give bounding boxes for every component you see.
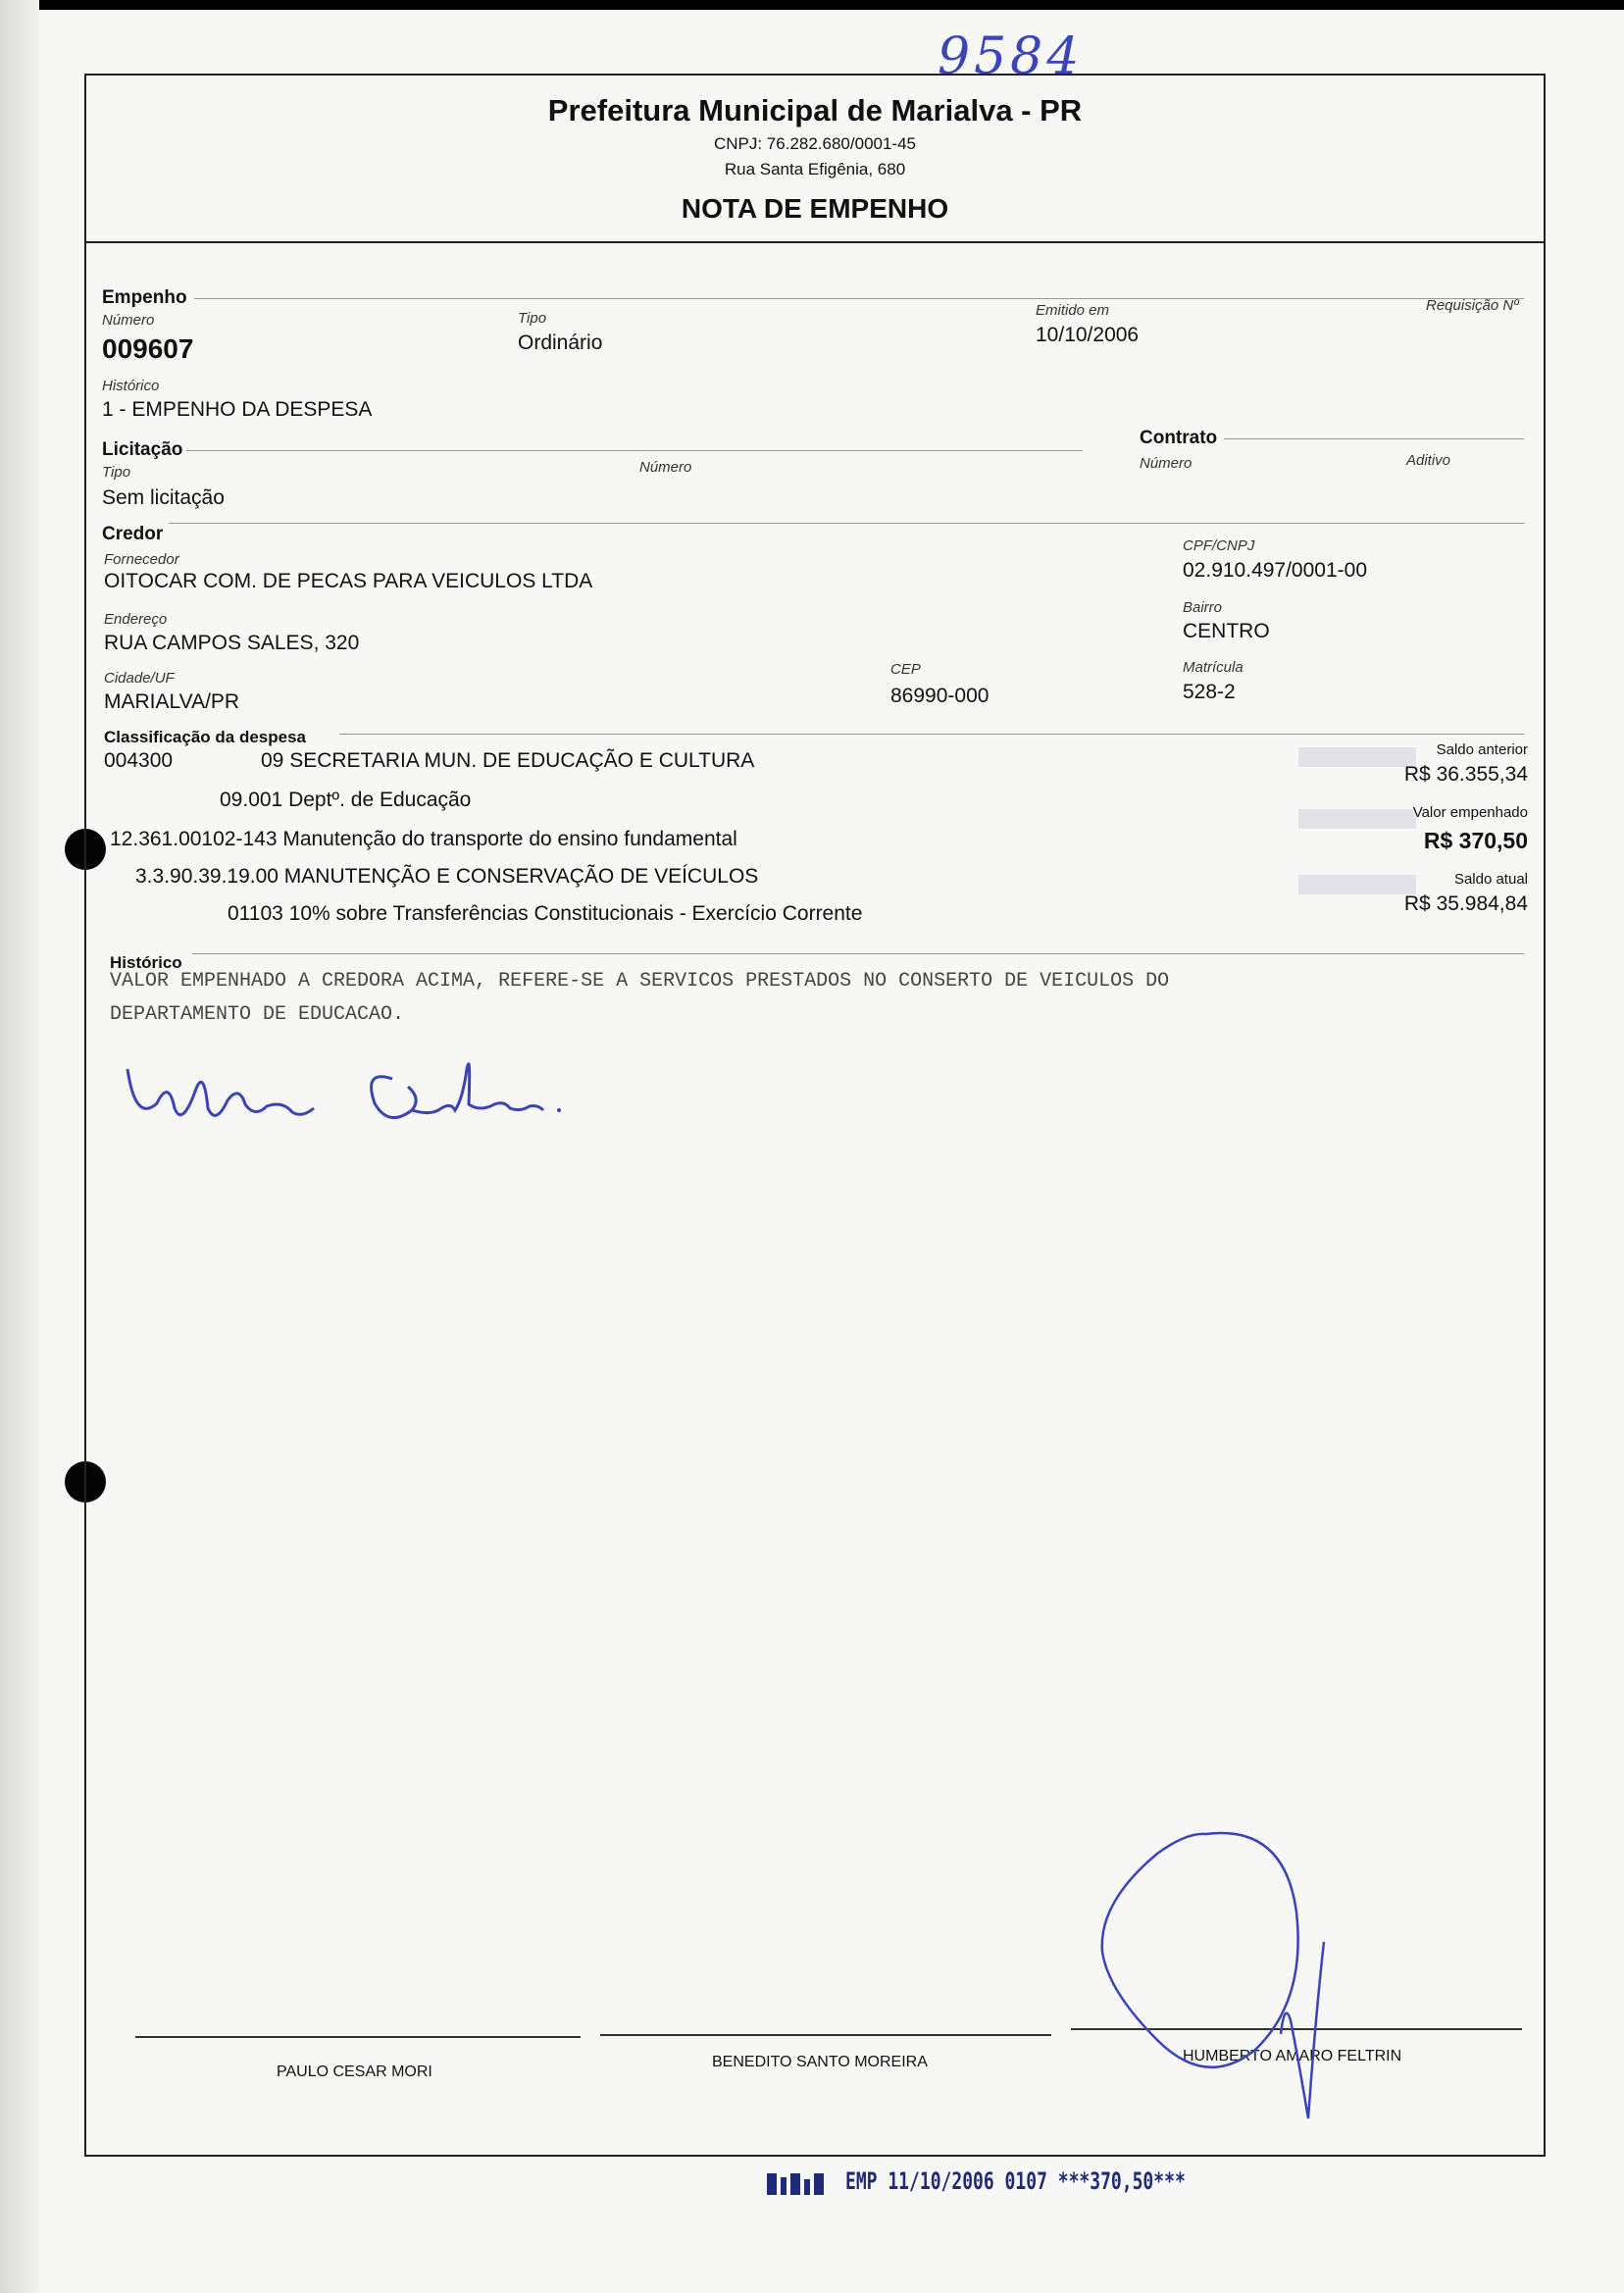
label-valor-empenhado: Valor empenhado xyxy=(1412,804,1528,821)
empenho-type: Ordinário xyxy=(518,331,603,354)
footer-stamp: EMP 11/10/2006 0107 ***370,50*** xyxy=(845,2167,1186,2195)
handwritten-page-number: 9584 xyxy=(938,27,1084,86)
handwritten-signature-1 xyxy=(118,1010,588,1138)
organization-address: Rua Santa Efigênia, 680 xyxy=(724,160,906,178)
divider xyxy=(169,523,1524,524)
label-saldo-anterior: Saldo anterior xyxy=(1436,741,1528,758)
class-programa: 12.361.00102-143 Manutenção do transporte do ensino fundamental xyxy=(110,828,737,850)
document-title: NOTA DE EMPENHO xyxy=(681,193,949,224)
document-header xyxy=(84,74,1546,244)
label-historico: Histórico xyxy=(102,378,160,394)
shade-bar xyxy=(1298,747,1416,767)
label-numero-licitacao: Número xyxy=(639,459,692,476)
empenho-date: 10/10/2006 xyxy=(1036,324,1140,346)
section-historico: Histórico xyxy=(110,953,182,972)
label-fornecedor: Fornecedor xyxy=(104,551,179,568)
label-tipo: Tipo xyxy=(518,310,547,327)
section-empenho: Empenho xyxy=(102,287,187,308)
licitacao-type: Sem licitação xyxy=(102,486,225,509)
label-numero-contrato: Número xyxy=(1140,455,1193,472)
signature-line xyxy=(135,2036,581,2038)
signatory-name: BENEDITO SANTO MOREIRA xyxy=(712,2054,928,2070)
section-credor: Credor xyxy=(102,524,164,544)
section-licitacao: Licitação xyxy=(102,439,183,460)
supplier-city: MARIALVA/PR xyxy=(104,690,240,713)
scan-top-edge xyxy=(0,0,1624,10)
saldo-anterior: R$ 36.355,34 xyxy=(1403,763,1528,786)
shade-bar xyxy=(1298,875,1416,894)
label-saldo-atual: Saldo atual xyxy=(1453,871,1528,888)
divider xyxy=(339,734,1524,735)
class-secretaria: 09 SECRETARIA MUN. DE EDUCAÇÃO E CULTURA xyxy=(261,749,755,772)
supplier-district: CENTRO xyxy=(1183,620,1270,642)
saldo-atual: R$ 35.984,84 xyxy=(1403,892,1528,915)
label-endereco: Endereço xyxy=(104,611,168,628)
supplier-cep: 86990-000 xyxy=(890,685,990,707)
label-cidade: Cidade/UF xyxy=(104,670,175,687)
historico-line-2: DEPARTAMENTO DE EDUCACAO. xyxy=(110,1003,405,1026)
label-numero: Número xyxy=(102,312,155,329)
shade-bar xyxy=(1298,809,1416,829)
valor-empenhado: R$ 370,50 xyxy=(1423,828,1528,853)
empenho-number: 009607 xyxy=(102,333,194,364)
organization-name: Prefeitura Municipal de Marialva - PR xyxy=(547,93,1083,127)
divider xyxy=(186,450,1083,451)
divider xyxy=(194,298,1524,299)
barcode-mark xyxy=(765,2169,826,2199)
label-cpf-cnpj: CPF/CNPJ xyxy=(1183,537,1255,554)
empenho-history: 1 - EMPENHO DA DESPESA xyxy=(102,398,373,421)
supplier-address: RUA CAMPOS SALES, 320 xyxy=(104,632,360,654)
label-matricula: Matrícula xyxy=(1183,659,1243,676)
class-departamento: 09.001 Deptº. de Educação xyxy=(220,789,472,811)
handwritten-signature-2 xyxy=(1089,1824,1344,2138)
section-classificacao: Classificação da despesa xyxy=(104,728,307,746)
label-emitido: Emitido em xyxy=(1036,302,1110,319)
class-fonte: 01103 10% sobre Transferências Constitucionais - Exercício Corrente xyxy=(228,902,863,925)
organization-cnpj: CNPJ: 76.282.680/0001-45 xyxy=(713,134,917,153)
label-bairro: Bairro xyxy=(1183,599,1223,616)
label-cep: CEP xyxy=(890,661,921,678)
divider xyxy=(192,953,1524,954)
class-code-unit: 004300 xyxy=(104,749,174,772)
signatory-name: HUMBERTO AMARO FELTRIN xyxy=(1183,2048,1402,2064)
signature-line xyxy=(600,2034,1051,2036)
signatory-name: PAULO CESAR MORI xyxy=(277,2064,432,2080)
supplier-name: OITOCAR COM. DE PECAS PARA VEICULOS LTDA xyxy=(104,570,593,592)
supplier-cnpj: 02.910.497/0001-00 xyxy=(1183,559,1368,582)
label-aditivo: Aditivo xyxy=(1406,452,1451,469)
divider xyxy=(1224,438,1524,439)
class-elemento: 3.3.90.39.19.00 MANUTENÇÃO E CONSERVAÇÃO DE VEÍCULOS xyxy=(135,865,759,888)
section-contrato: Contrato xyxy=(1140,428,1218,448)
label-tipo-licitacao: Tipo xyxy=(102,464,131,481)
historico-line-1: VALOR EMPENHADO A CREDORA ACIMA, REFERE-SE A SERVICOS PRESTADOS NO CONSERTO DE VEICULOS DO xyxy=(110,970,1170,993)
supplier-registration: 528-2 xyxy=(1183,681,1236,703)
scan-left-shadow xyxy=(0,0,39,2293)
label-requisicao: Requisição Nº xyxy=(1426,297,1519,314)
